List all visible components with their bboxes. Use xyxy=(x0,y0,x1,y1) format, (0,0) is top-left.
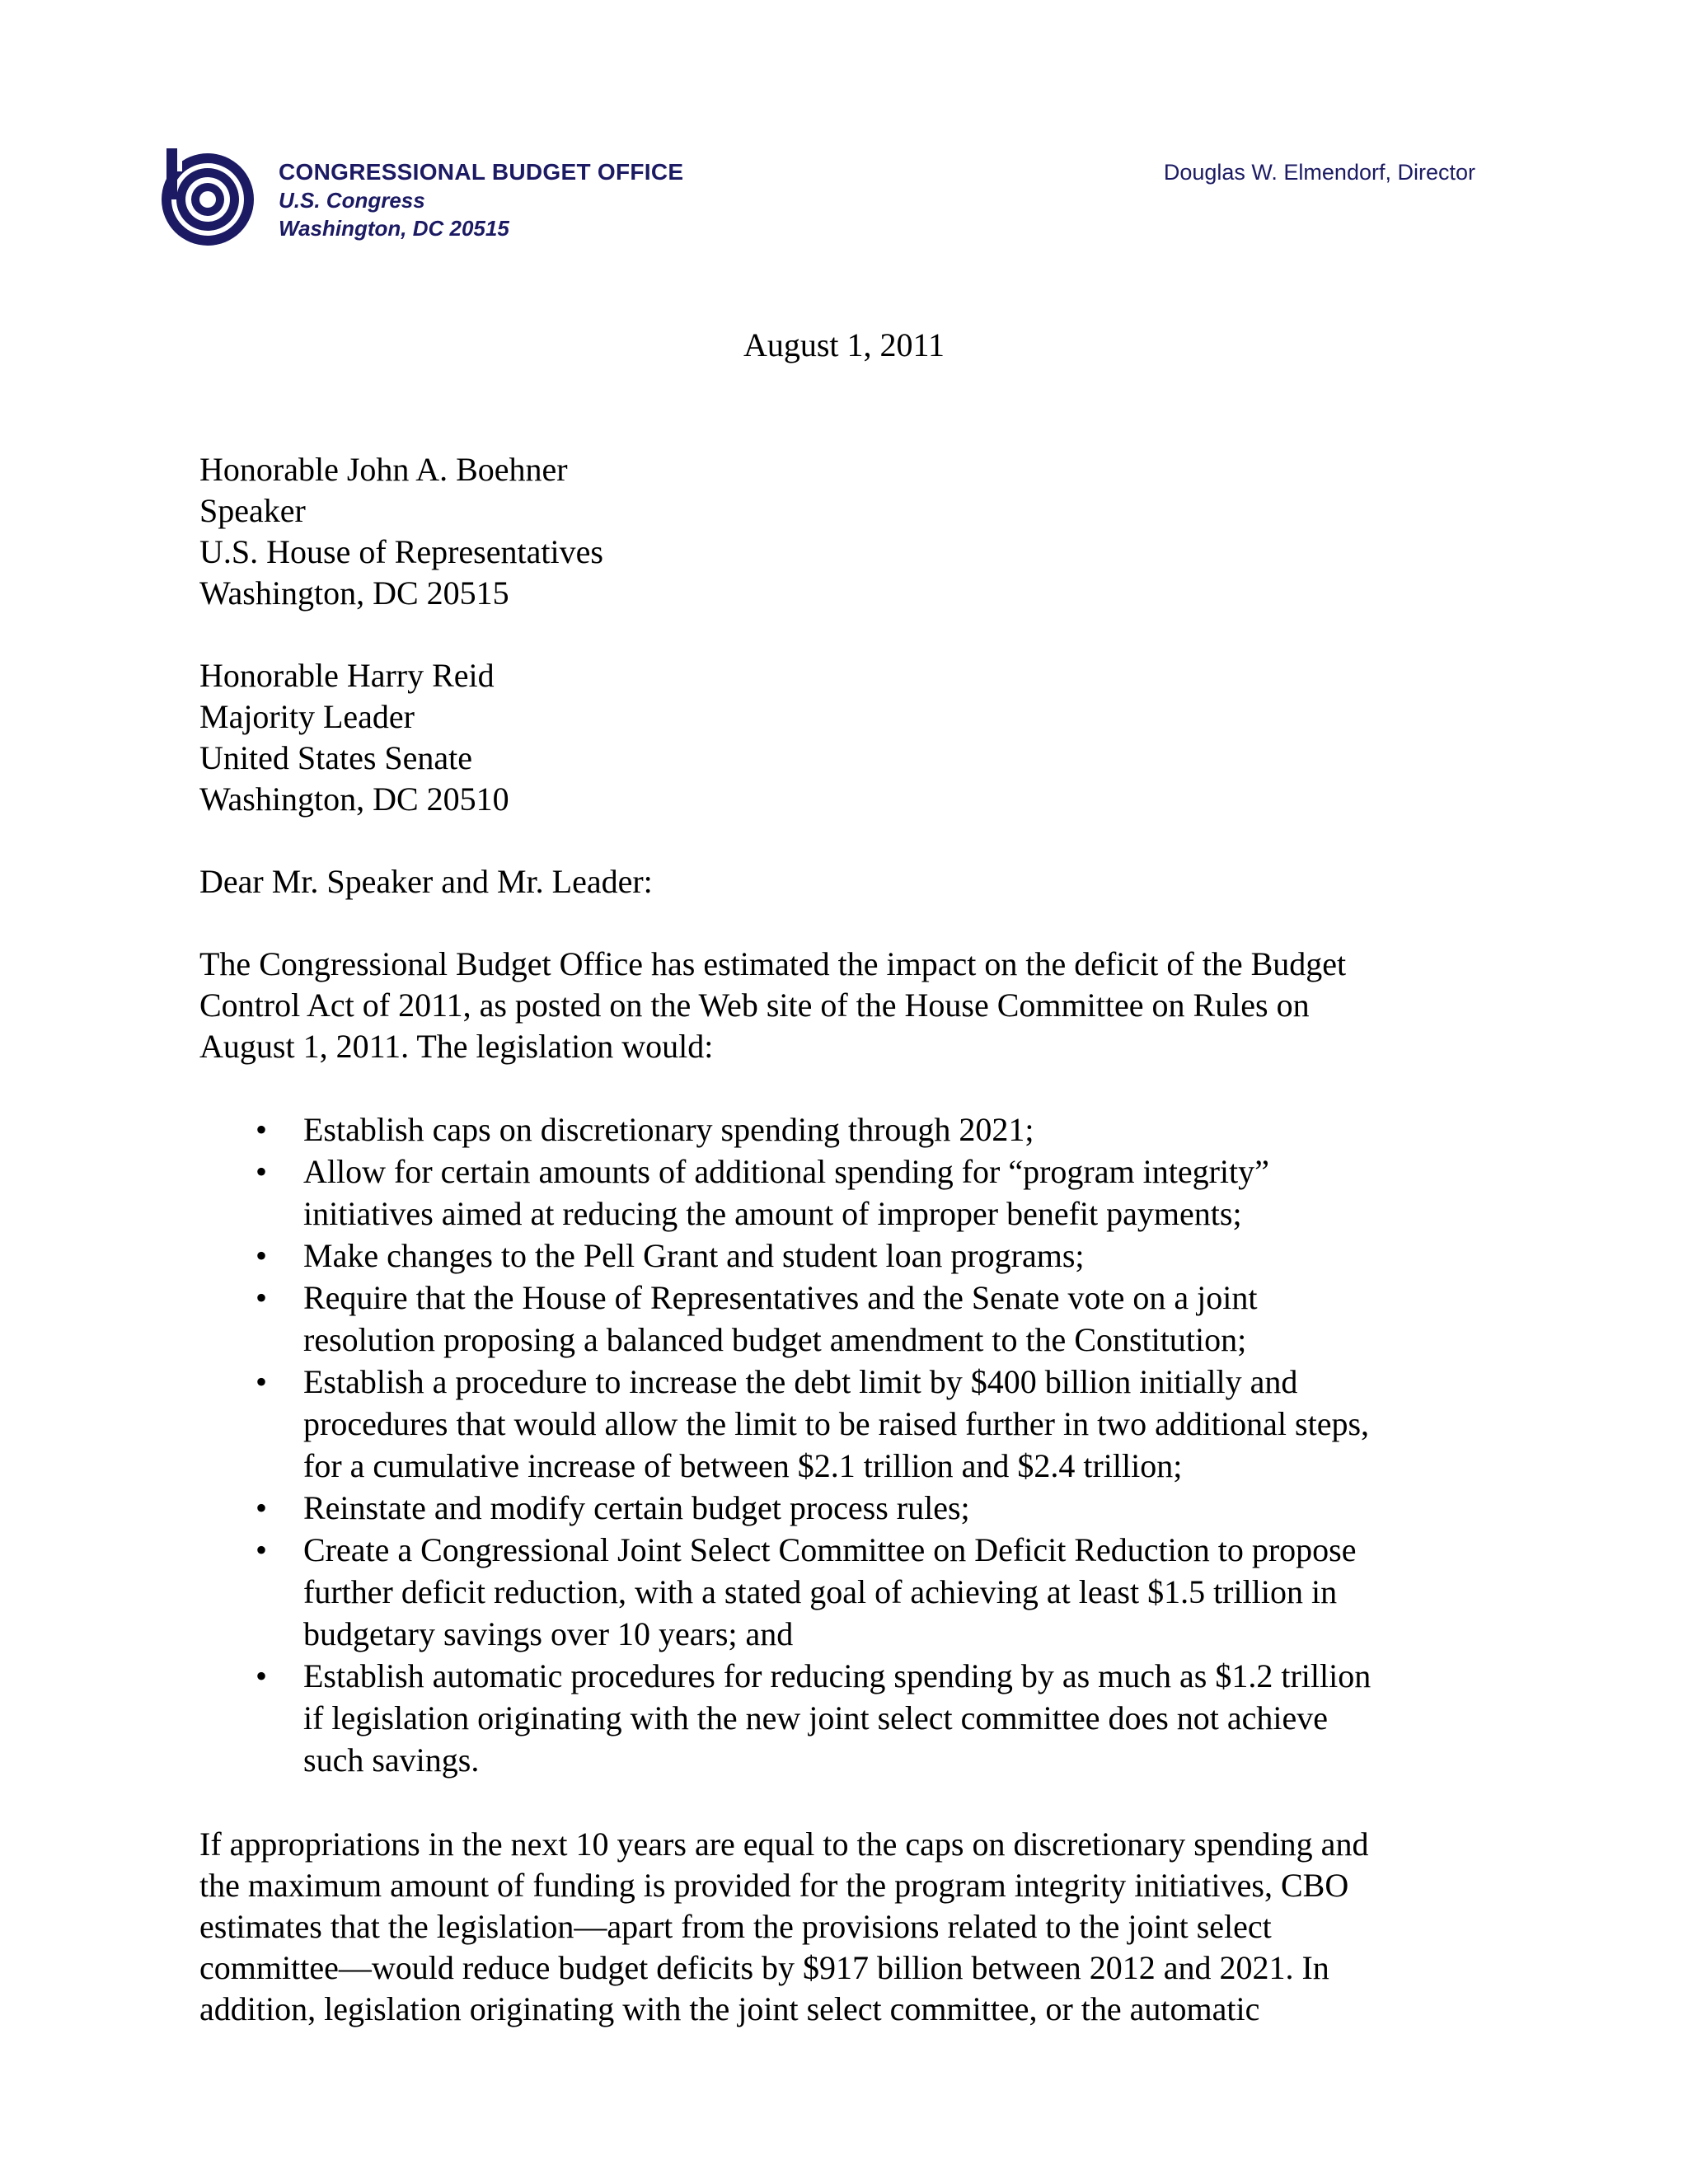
paragraph-line: committee—would reduce budget deficits by $917 billion between 2012 and 2021. In xyxy=(199,1949,1329,1986)
estimate-paragraph xyxy=(199,1824,1502,2030)
org-name: CONGRESSIONAL BUDGET OFFICE xyxy=(279,159,684,185)
address-line: Washington, DC 20510 xyxy=(199,780,509,818)
list-item-line: Reinstate and modify certain budget process rules; xyxy=(303,1489,970,1526)
paragraph-line: August 1, 2011. The legislation would: xyxy=(199,1028,714,1065)
address-line: Washington, DC 20515 xyxy=(199,574,509,612)
list-item-line: Make changes to the Pell Grant and student loan programs; xyxy=(303,1237,1085,1274)
address-line: Speaker xyxy=(199,492,306,529)
list-item-line: such savings. xyxy=(303,1741,480,1779)
address-line: Honorable Harry Reid xyxy=(199,657,495,694)
list-item xyxy=(199,1655,1502,1781)
bullet-icon: • xyxy=(256,1363,268,1400)
bullet-icon: • xyxy=(256,1279,268,1316)
paragraph-line: The Congressional Budget Office has estimated the impact on the deficit of the Budget xyxy=(199,945,1347,982)
list-item-line: Establish automatic procedures for reducing spending by as much as $1.2 trillion xyxy=(303,1657,1372,1694)
salutation-text: Dear Mr. Speaker and Mr. Leader: xyxy=(199,863,653,900)
bullet-icon: • xyxy=(256,1237,268,1274)
cbo-logo-icon xyxy=(157,147,256,249)
list-item-line: Allow for certain amounts of additional spending for “program integrity” xyxy=(303,1153,1269,1190)
address-line: U.S. House of Representatives xyxy=(199,533,603,570)
list-item xyxy=(199,1529,1502,1655)
list-item-line: Establish a procedure to increase the debt limit by $400 billion initially and xyxy=(303,1363,1298,1400)
address-line: Majority Leader xyxy=(199,698,415,735)
recipient-address-reid xyxy=(199,655,509,820)
paragraph-line: estimates that the legislation—apart from the provisions related to the joint select xyxy=(199,1908,1272,1945)
list-item-line: Require that the House of Representatives and the Senate vote on a joint xyxy=(303,1279,1258,1316)
list-item xyxy=(199,1361,1502,1487)
salutation xyxy=(199,861,653,902)
list-item xyxy=(199,1108,1502,1151)
intro-paragraph xyxy=(199,944,1502,1067)
list-item-line: further deficit reduction, with a stated goal of achieving at least $1.5 trillion in xyxy=(303,1573,1338,1610)
bullet-icon: • xyxy=(256,1657,268,1694)
director-name: Douglas W. Elmendorf, Director xyxy=(1163,160,1475,185)
list-item xyxy=(199,1487,1502,1529)
address-line: United States Senate xyxy=(199,739,473,776)
paragraph-line: If appropriations in the next 10 years are equal to the caps on discretionary spending and xyxy=(199,1825,1369,1863)
list-item xyxy=(199,1151,1502,1235)
org-line-congress: U.S. Congress xyxy=(279,188,425,213)
list-item-line: Establish caps on discretionary spending through 2021; xyxy=(303,1111,1034,1148)
paragraph-line: the maximum amount of funding is provided for the program integrity initiatives, CBO xyxy=(199,1867,1349,1904)
bullet-icon: • xyxy=(256,1111,268,1148)
letter-date: August 1, 2011 xyxy=(743,326,945,363)
letterhead xyxy=(157,147,1475,254)
list-item-line: procedures that would allow the limit to be raised further in two additional steps, xyxy=(303,1405,1370,1442)
list-item-line: budgetary savings over 10 years; and xyxy=(303,1615,794,1652)
bullet-icon: • xyxy=(256,1489,268,1526)
list-item-line: Create a Congressional Joint Select Committee on Deficit Reduction to propose xyxy=(303,1531,1357,1568)
address-line: Honorable John A. Boehner xyxy=(199,451,568,488)
list-item-line: resolution proposing a balanced budget amendment to the Constitution; xyxy=(303,1321,1247,1358)
list-item xyxy=(199,1277,1502,1361)
list-item xyxy=(199,1235,1502,1277)
bullet-icon: • xyxy=(256,1153,268,1190)
org-line-city: Washington, DC 20515 xyxy=(279,216,509,241)
paragraph-line: addition, legislation originating with the joint select committee, or the automatic xyxy=(199,1990,1260,2027)
org-address-block xyxy=(279,158,683,242)
provisions-list xyxy=(199,1108,1502,1781)
paragraph-line: Control Act of 2011, as posted on the Web site of the House Committee on Rules on xyxy=(199,987,1310,1024)
list-item-line: if legislation originating with the new joint select committee does not achieve xyxy=(303,1699,1329,1736)
recipient-address-boehner xyxy=(199,449,603,614)
list-item-line: initiatives aimed at reducing the amount of improper benefit payments; xyxy=(303,1195,1242,1232)
bullet-icon: • xyxy=(256,1531,268,1568)
list-item-line: for a cumulative increase of between $2.1 trillion and $2.4 trillion; xyxy=(303,1447,1183,1484)
